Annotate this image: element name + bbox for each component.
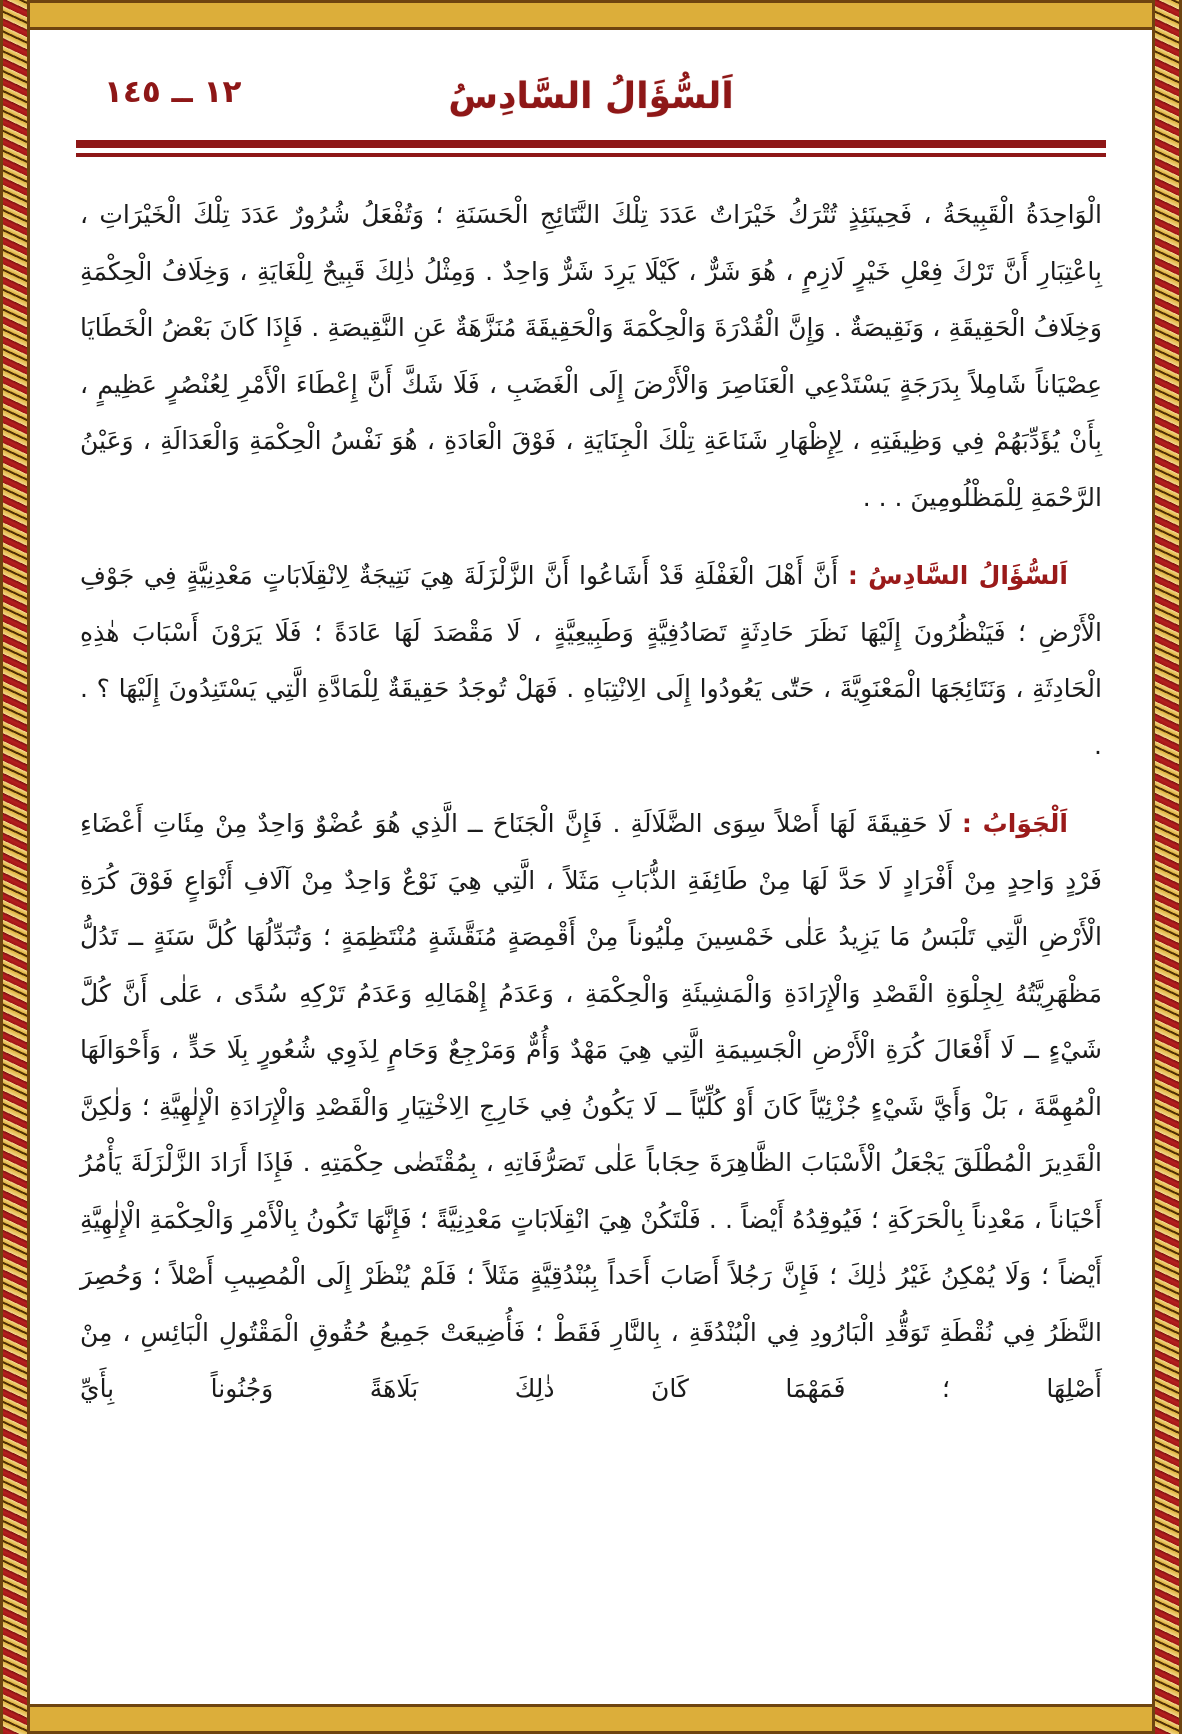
page-title: اَلسُّؤَالُ السَّادِسُ xyxy=(448,76,734,117)
body-text xyxy=(76,187,1106,1418)
answer-paragraph xyxy=(80,796,1102,1418)
ornate-border-top xyxy=(0,0,1182,30)
intro-paragraph xyxy=(80,187,1102,526)
page-number-label: ١٢ ــ ١٤٥ xyxy=(104,74,242,110)
intro-paragraph-text: الْوَاحِدَةُ الْقَبِيحَةُ ، فَحِينَئِذٍ تُتْرَكُ خَيْرَاتٌ عَدَدَ تِلْكَ النَّتَائِجِ الْحَسَنَةِ ؛ وَتُفْعَلُ شُرُورٌ عَدَدَ تِلْكَ الْخَيْرَاتِ ، بِاعْتِبَارِ أَنَّ تَرْكَ فِعْلِ خَيْرٍ لَازِمٍ ، هُوَ شَرٌّ ، كَيْلَا يَرِدَ شَرٌّ وَاحِدٌ . وَمِثْلُ ذٰلِكَ قَبِيحٌ لِلْغَايَةِ ، وَخِلَافُ الْحِكْمَةِ وَخِلَافُ الْحَقِيقَةِ ، وَنَقِيصَةٌ . وَإِنَّ الْقُدْرَةَ وَالْحِكْمَةَ وَالْحَقِيقَةَ مُنَزَّهَةٌ عَنِ النَّقِيصَةِ . فَإِذَا كَانَ بَعْضُ الْخَطَايَا عِصْيَاناً شَامِلاً بِدَرَجَةٍ يَسْتَدْعِي الْعَنَاصِرَ وَالْأَرْضَ إِلَى الْغَضَبِ ، فَلَا شَكَّ أَنَّ إِعْطَاءَ الْأَمْرِ لِعُنْصُرٍ عَظِيمٍ ، بِأَنْ يُؤَدِّبَهُمْ فِي وَظِيفَتِهِ ، لِإِظْهَارِ شَنَاعَةِ تِلْكَ الْجِنَايَةِ ، فَوْقَ الْعَادَةِ ، هُوَ نَفْسُ الْحِكْمَةِ وَالْعَدَالَةِ ، وَعَيْنُ الرَّحْمَةِ لِلْمَظْلُومِينَ . . . xyxy=(80,200,1102,512)
page-header xyxy=(76,68,1106,126)
header-divider-rule xyxy=(76,140,1106,157)
page-content-area xyxy=(30,30,1152,1704)
answer-text: لَا حَقِيقَةَ لَهَا أَصْلاً سِوَى الضَّلَالَةِ . فَإِنَّ الْجَنَاحَ ــ الَّذِي هُوَ عُضْوٌ وَاحِدٌ مِنْ مِئَاتِ أَعْضَاءِ فَرْدٍ وَاحِدٍ مِنْ أَفْرَادٍ لَا حَدَّ لَهَا مِنْ طَائِفَةِ الذُّبَابِ مَثَلاً ، الَّتِي هِيَ نَوْعٌ وَاحِدٌ مِنْ آلَافِ أَنْوَاعٍ فَوْقَ كُرَةِ الْأَرْضِ الَّتِي تَلْبَسُ مَا يَزِيدُ عَلٰى خَمْسِينَ مِلْيُوناً مِنْ أَقْمِصَةٍ مُنَقَّشَةٍ مُنْتَظِمَةٍ ؛ وَتُبَدِّلُهَا كُلَّ سَنَةٍ ــ تَدُلُّ مَظْهَرِيَّتُهُ لِجِلْوَةِ الْقَصْدِ وَالْإِرَادَةِ وَالْمَشِيئَةِ وَالْحِكْمَةِ ، وَعَدَمُ إِهْمَالِهِ وَعَدَمُ تَرْكِهِ سُدًى ، عَلٰى أَنَّ كُلَّ شَيْءٍ ــ لَا أَفْعَالَ كُرَةِ الْأَرْضِ الْجَسِيمَةِ الَّتِي هِيَ مَهْدٌ وَأُمٌّ وَمَرْجِعٌ وَحَامٍ لِذَوِي شُعُورٍ بِلَا حَدٍّ ، وَأَحْوَالَهَا الْمُهِمَّةَ ، بَلْ وَأَيَّ شَيْءٍ جُزْئِيّاً كَانَ أَوْ كُلِّيّاً ــ لَا يَكُونُ فِي خَارِجِ الِاخْتِيَارِ وَالْقَصْدِ وَالْإِرَادَةِ الْإِلٰهِيَّةِ ؛ وَلٰكِنَّ الْقَدِيرَ الْمُطْلَقَ يَجْعَلُ الْأَسْبَابَ الظَّاهِرَةَ حِجَاباً عَلٰى تَصَرُّفَاتِهِ ، بِمُقْتَضٰى حِكْمَتِهِ . فَإِذَا أَرَادَ الزَّلْزَلَةَ يَأْمُرُ أَحْيَاناً ، مَعْدِناً بِالْحَرَكَةِ ؛ فَيُوقِدُهُ أَيْضاً . . فَلْتَكُنْ هِيَ انْقِلَابَاتٍ مَعْدِنِيَّةً ؛ فَإِنَّهَا تَكُونُ بِالْأَمْرِ وَالْحِكْمَةِ الْإِلٰهِيَّةِ أَيْضاً ؛ وَلَا يُمْكِنُ غَيْرُ ذٰلِكَ ؛ فَإِنَّ رَجُلاً أَصَابَ أَحَداً بِبُنْدُقِيَّةٍ مَثَلاً ؛ فَلَمْ يُنْظَرْ إِلَى الْمُصِيبِ أَصْلاً ؛ وَحُصِرَ النَّظَرُ فِي نُقْطَةِ تَوَقُّدِ الْبَارُودِ فِي الْبُنْدُقَةِ ، بِالنَّارِ فَقَطْ ؛ فَأُضِيعَتْ جَمِيعُ حُقُوقِ الْمَقْتُولِ الْبَائِسِ ، مِنْ أَصْلِهَا ؛ فَمَهْمَا كَانَ ذٰلِكَ بَلَاهَةً وَجُنُوناً بِأَيِّ xyxy=(80,809,1102,1403)
question-paragraph xyxy=(80,548,1102,774)
question-label: اَلسُّؤَالُ السَّادِسُ : xyxy=(847,561,1068,590)
answer-label: اَلْجَوَابُ : xyxy=(961,809,1069,838)
ornate-border-right xyxy=(1152,0,1182,1734)
ornate-border-left xyxy=(0,0,30,1734)
question-text: أَنَّ أَهْلَ الْغَفْلَةِ قَدْ أَشَاعُوا أَنَّ الزَّلْزَلَةَ هِيَ نَتِيجَةٌ لِانْقِلَابَاتٍ مَعْدِنِيَّةٍ فِي جَوْفِ الْأَرْضِ ؛ فَيَنْظُرُونَ إِلَيْهَا نَظَرَ حَادِثَةٍ تَصَادُفِيَّةٍ وَطَبِيعِيَّةٍ ، لَا مَقْصَدَ لَهَا عَادَةً ؛ فَلَا يَرَوْنَ أَسْبَابَ هٰذِهِ الْحَادِثَةِ ، وَنَتَائِجَهَا الْمَعْنَوِيَّةَ ، حَتّٰى يَعُودُوا إِلَى الِانْتِبَاهِ . فَهَلْ تُوجَدُ حَقِيقَةٌ لِلْمَادَّةِ الَّتِي يَسْتَنِدُونَ إِلَيْهَا ؟ . . xyxy=(80,561,1102,760)
ornate-border-bottom xyxy=(0,1704,1182,1734)
